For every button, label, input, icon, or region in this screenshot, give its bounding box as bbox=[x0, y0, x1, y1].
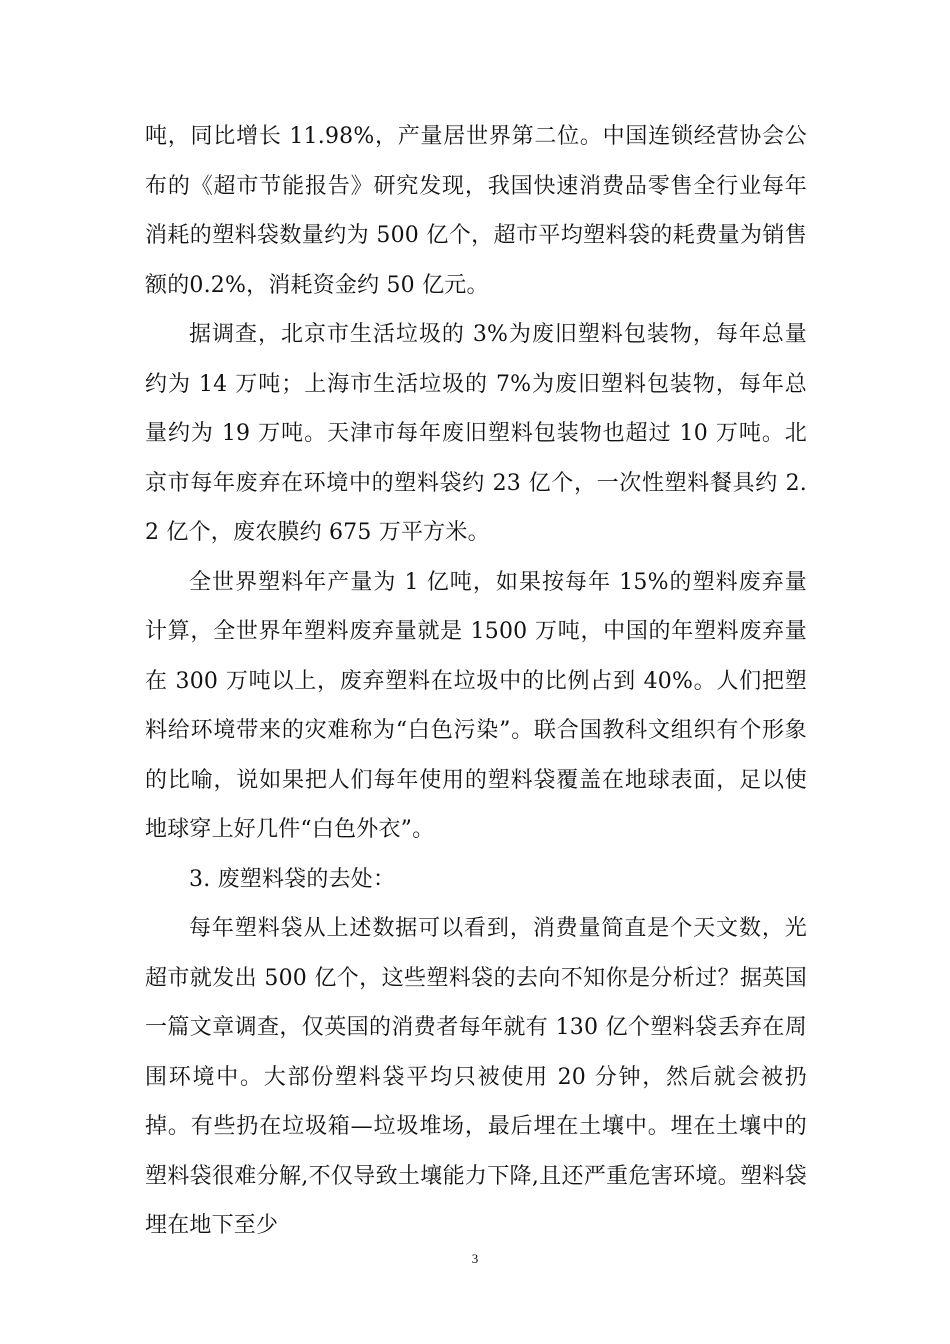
paragraph-continuation: 吨，同比增长 11.98%，产量居世界第二位。中国连锁经营协会公布的《超市节能报告》研究发现，我国快速消费品零售全行业每年消耗的塑料袋数量约为 500 亿个，超市平均塑料袋的耗费量为销售额的0.2%，消耗资金约 50 亿元。 bbox=[145, 124, 807, 298]
document-body bbox=[145, 112, 807, 1251]
page-number: 3 bbox=[471, 1251, 479, 1266]
section-heading: 3. 废塑料袋的去处： bbox=[189, 866, 396, 892]
paragraph-beijing-shanghai: 据调查，北京市生活垃圾的 3%为废旧塑料包装物，每年总量约为 14 万吨；上海市生活垃圾的 7%为废旧塑料包装物，每年总量约为 19 万吨。天津市每年废旧塑料包装物也超过 10 万吨。北京市每年废弃在环境中的塑料袋约 23 亿个，一次性塑料餐具约 2.2 亿个，废农膜约 675 万平方米。 bbox=[145, 322, 807, 545]
paragraph-world-plastic: 全世界塑料年产量为 1 亿吨，如果按每年 15%的塑料废弃量计算，全世界年塑料废弃量就是 1500 万吨，中国的年塑料废弃量在 300 万吨以上，废弃塑料在垃圾中的比例占到 40%。人们把塑料给环境带来的灾难称为“白色污染”。联合国教科文组织有个形象的比喻，说如果把人们每年使用的塑料袋覆盖在地球表面，足以使地球穿上好几件“白色外衣”。 bbox=[145, 569, 807, 842]
paragraph-plastic-bag-destination: 每年塑料袋从上述数据可以看到，消费量简直是个天文数，光超市就发出 500 亿个，这些塑料袋的去向不知你是分析过？据英国一篇文章调查，仅英国的消费者每年就有 130 亿个塑料袋丢弃在周围环境中。大部份塑料袋平均只被使用 20 分钟，然后就会被扔掉。有些扔在垃圾箱—垃圾堆场，最后埋在土壤中。埋在土壤中的塑料袋很难分解,不仅导致土壤能力下降,且还严重危害环境。塑料袋埋在地下至少 bbox=[145, 916, 807, 1238]
